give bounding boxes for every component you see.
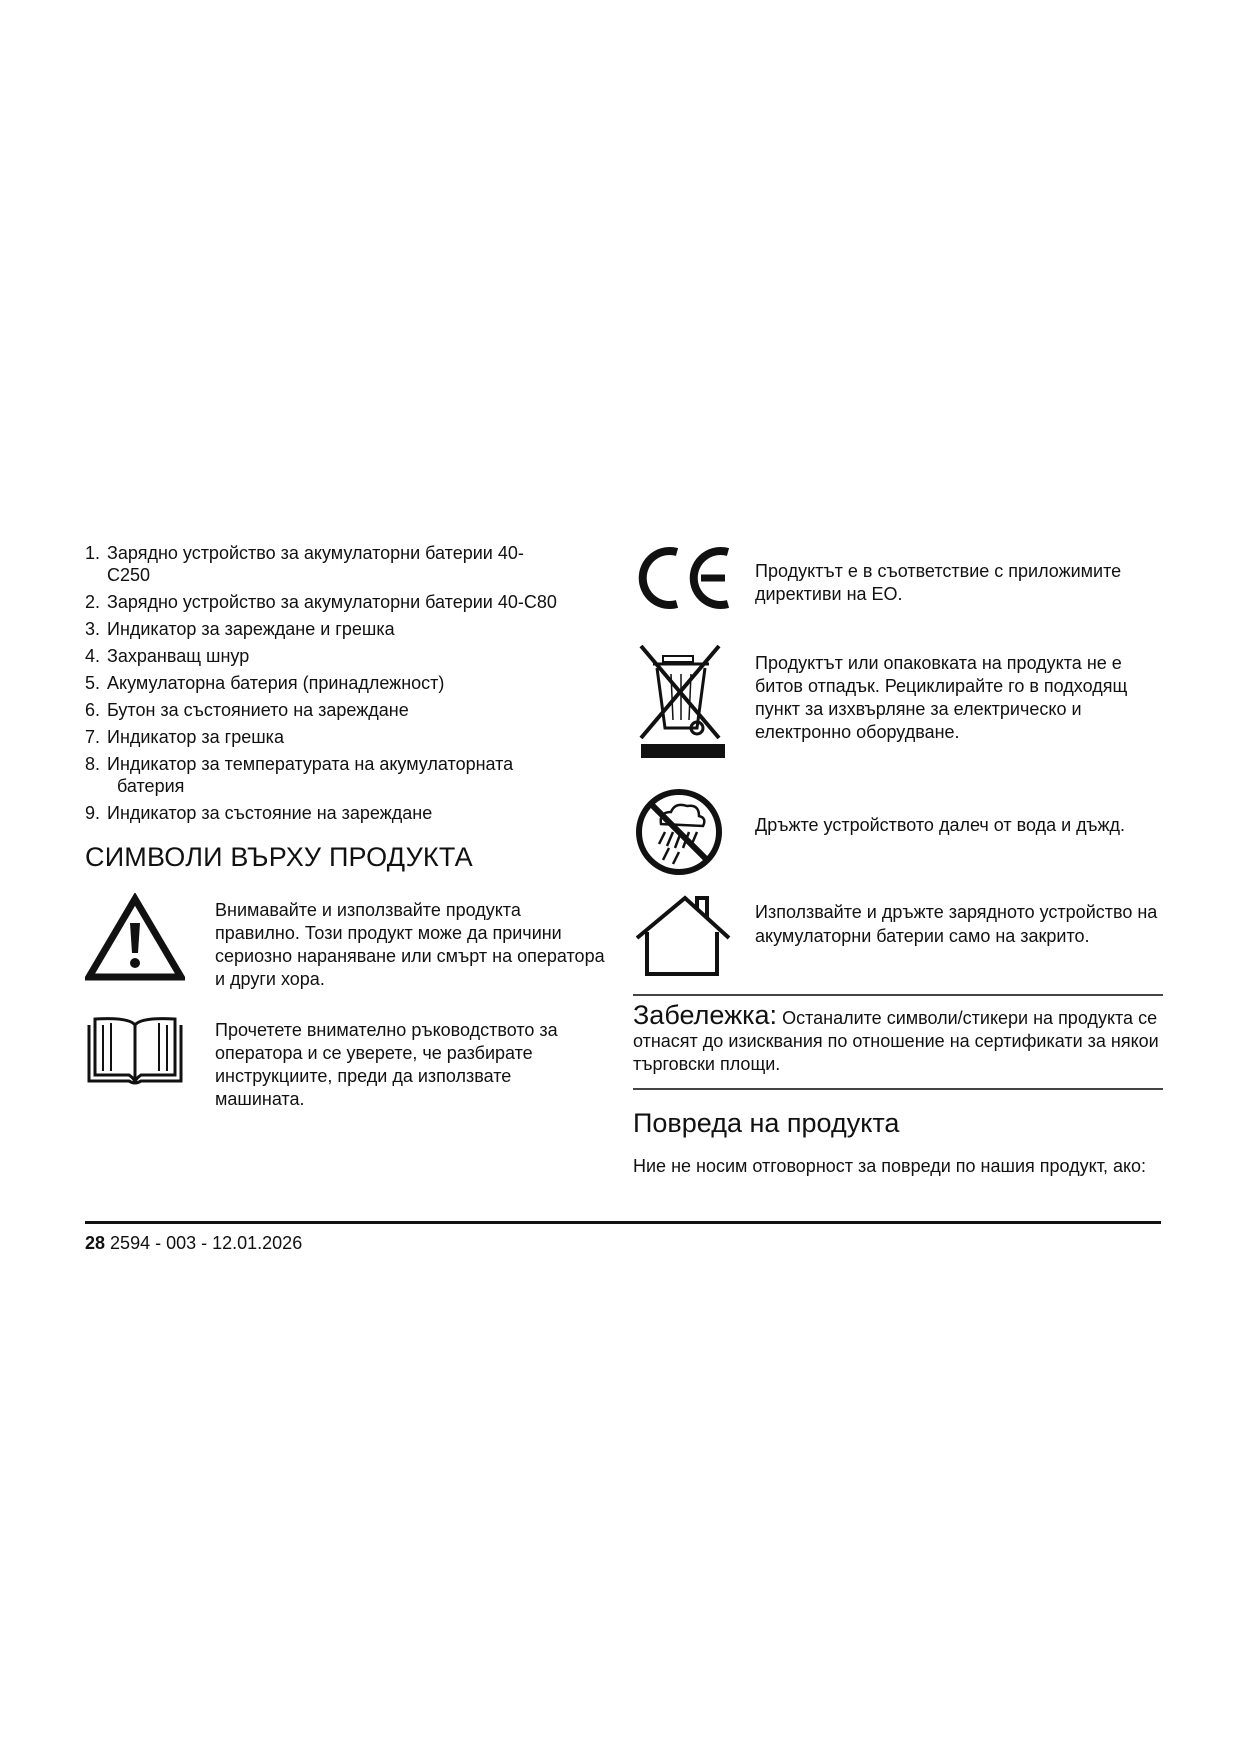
symbol-row-indoor xyxy=(633,892,1163,994)
list-text-continued: C250 xyxy=(107,565,151,585)
symbol-row-manual xyxy=(85,1013,605,1111)
list-text-continued: батерия xyxy=(117,776,185,796)
list-item xyxy=(85,753,605,797)
list-number: 3. xyxy=(85,619,101,639)
note-label: Забележка: xyxy=(633,1000,778,1030)
list-item xyxy=(85,542,605,586)
page-footer xyxy=(85,1233,302,1254)
document-reference: 2594 - 003 - 12.01.2026 xyxy=(110,1233,303,1253)
list-number: 4. xyxy=(85,646,101,666)
symbol-description: Използвайте и дръжте зарядното устройство на акумулаторни батерии само на закрито. xyxy=(755,902,1158,946)
list-item xyxy=(85,699,605,721)
symbol-description: Дръжте устройството далеч от вода и дъжд. xyxy=(755,815,1126,835)
symbol-description: Прочетете внимателно ръководството за оператора и се уверете, че разбирате инструкциите, преди да използвате машината. xyxy=(215,1020,558,1109)
symbol-row-no-rain xyxy=(633,786,1163,886)
indoor-house-icon xyxy=(633,892,745,983)
list-item xyxy=(85,645,605,667)
note-block xyxy=(633,996,1163,1088)
footer-divider xyxy=(85,1221,1161,1224)
weee-crossed-bin-icon xyxy=(633,642,745,765)
list-item xyxy=(85,802,605,824)
list-text: Индикатор за температурата на акумулаторната xyxy=(107,754,514,774)
section-heading: Повреда на продукта xyxy=(633,1108,900,1138)
list-text: Бутон за състоянието на зареждане xyxy=(107,700,409,720)
symbol-row-weee xyxy=(633,642,1163,780)
section-paragraph: Ние не носим отговорност за повреди по нашия продукт, ако: xyxy=(633,1156,1147,1176)
list-item xyxy=(85,591,605,613)
symbol-row-ce xyxy=(633,542,1163,638)
list-item xyxy=(85,726,605,748)
no-rain-icon xyxy=(633,786,745,883)
symbol-description: Продуктът е в съответствие с приложимите директиви на ЕО. xyxy=(755,561,1122,604)
list-text: Зарядно устройство за акумулаторни батерии 40-C80 xyxy=(107,592,557,612)
page-number: 28 xyxy=(85,1233,106,1253)
list-text: Зарядно устройство за акумулаторни батерии 40- xyxy=(107,543,524,563)
list-number: 5. xyxy=(85,673,101,693)
list-number: 2. xyxy=(85,592,101,612)
list-text: Захранващ шнур xyxy=(107,646,250,666)
list-text: Индикатор за грешка xyxy=(107,727,284,747)
manual-book-icon xyxy=(85,1013,185,1092)
list-number: 8. xyxy=(85,754,101,774)
list-number: 7. xyxy=(85,727,101,747)
list-item xyxy=(85,618,605,640)
right-column xyxy=(633,542,1163,1179)
parts-list xyxy=(85,542,605,824)
left-column xyxy=(85,542,605,1133)
list-item xyxy=(85,672,605,694)
symbol-row-warning xyxy=(85,893,605,991)
list-text: Акумулаторна батерия (принадлежност) xyxy=(107,673,445,693)
warning-triangle-icon xyxy=(85,893,185,988)
list-number: 1. xyxy=(85,543,101,563)
list-number: 6. xyxy=(85,700,101,720)
symbols-section-title: СИМВОЛИ ВЪРХУ ПРОДУКТА xyxy=(85,842,473,872)
symbol-description: Внимавайте и използвайте продукта правилно. Този продукт може да причини сериозно нараняване или смърт на оператора и други хора. xyxy=(215,900,605,989)
divider xyxy=(633,1088,1163,1090)
list-text: Индикатор за състояние на зареждане xyxy=(107,803,433,823)
list-text: Индикатор за зареждане и грешка xyxy=(107,619,395,639)
note-text: Останалите символи/стикери на продукта се отнасят до изисквания по отношение на сертификати за някои търговски площи. xyxy=(633,1008,1159,1074)
symbol-description: Продуктът или опаковката на продукта не е битов отпадък. Рециклирайте го в подходящ пункт за изхвърляне за електрическо и електронно оборудване. xyxy=(755,653,1128,742)
ce-mark-icon xyxy=(633,542,745,619)
list-number: 9. xyxy=(85,803,101,823)
